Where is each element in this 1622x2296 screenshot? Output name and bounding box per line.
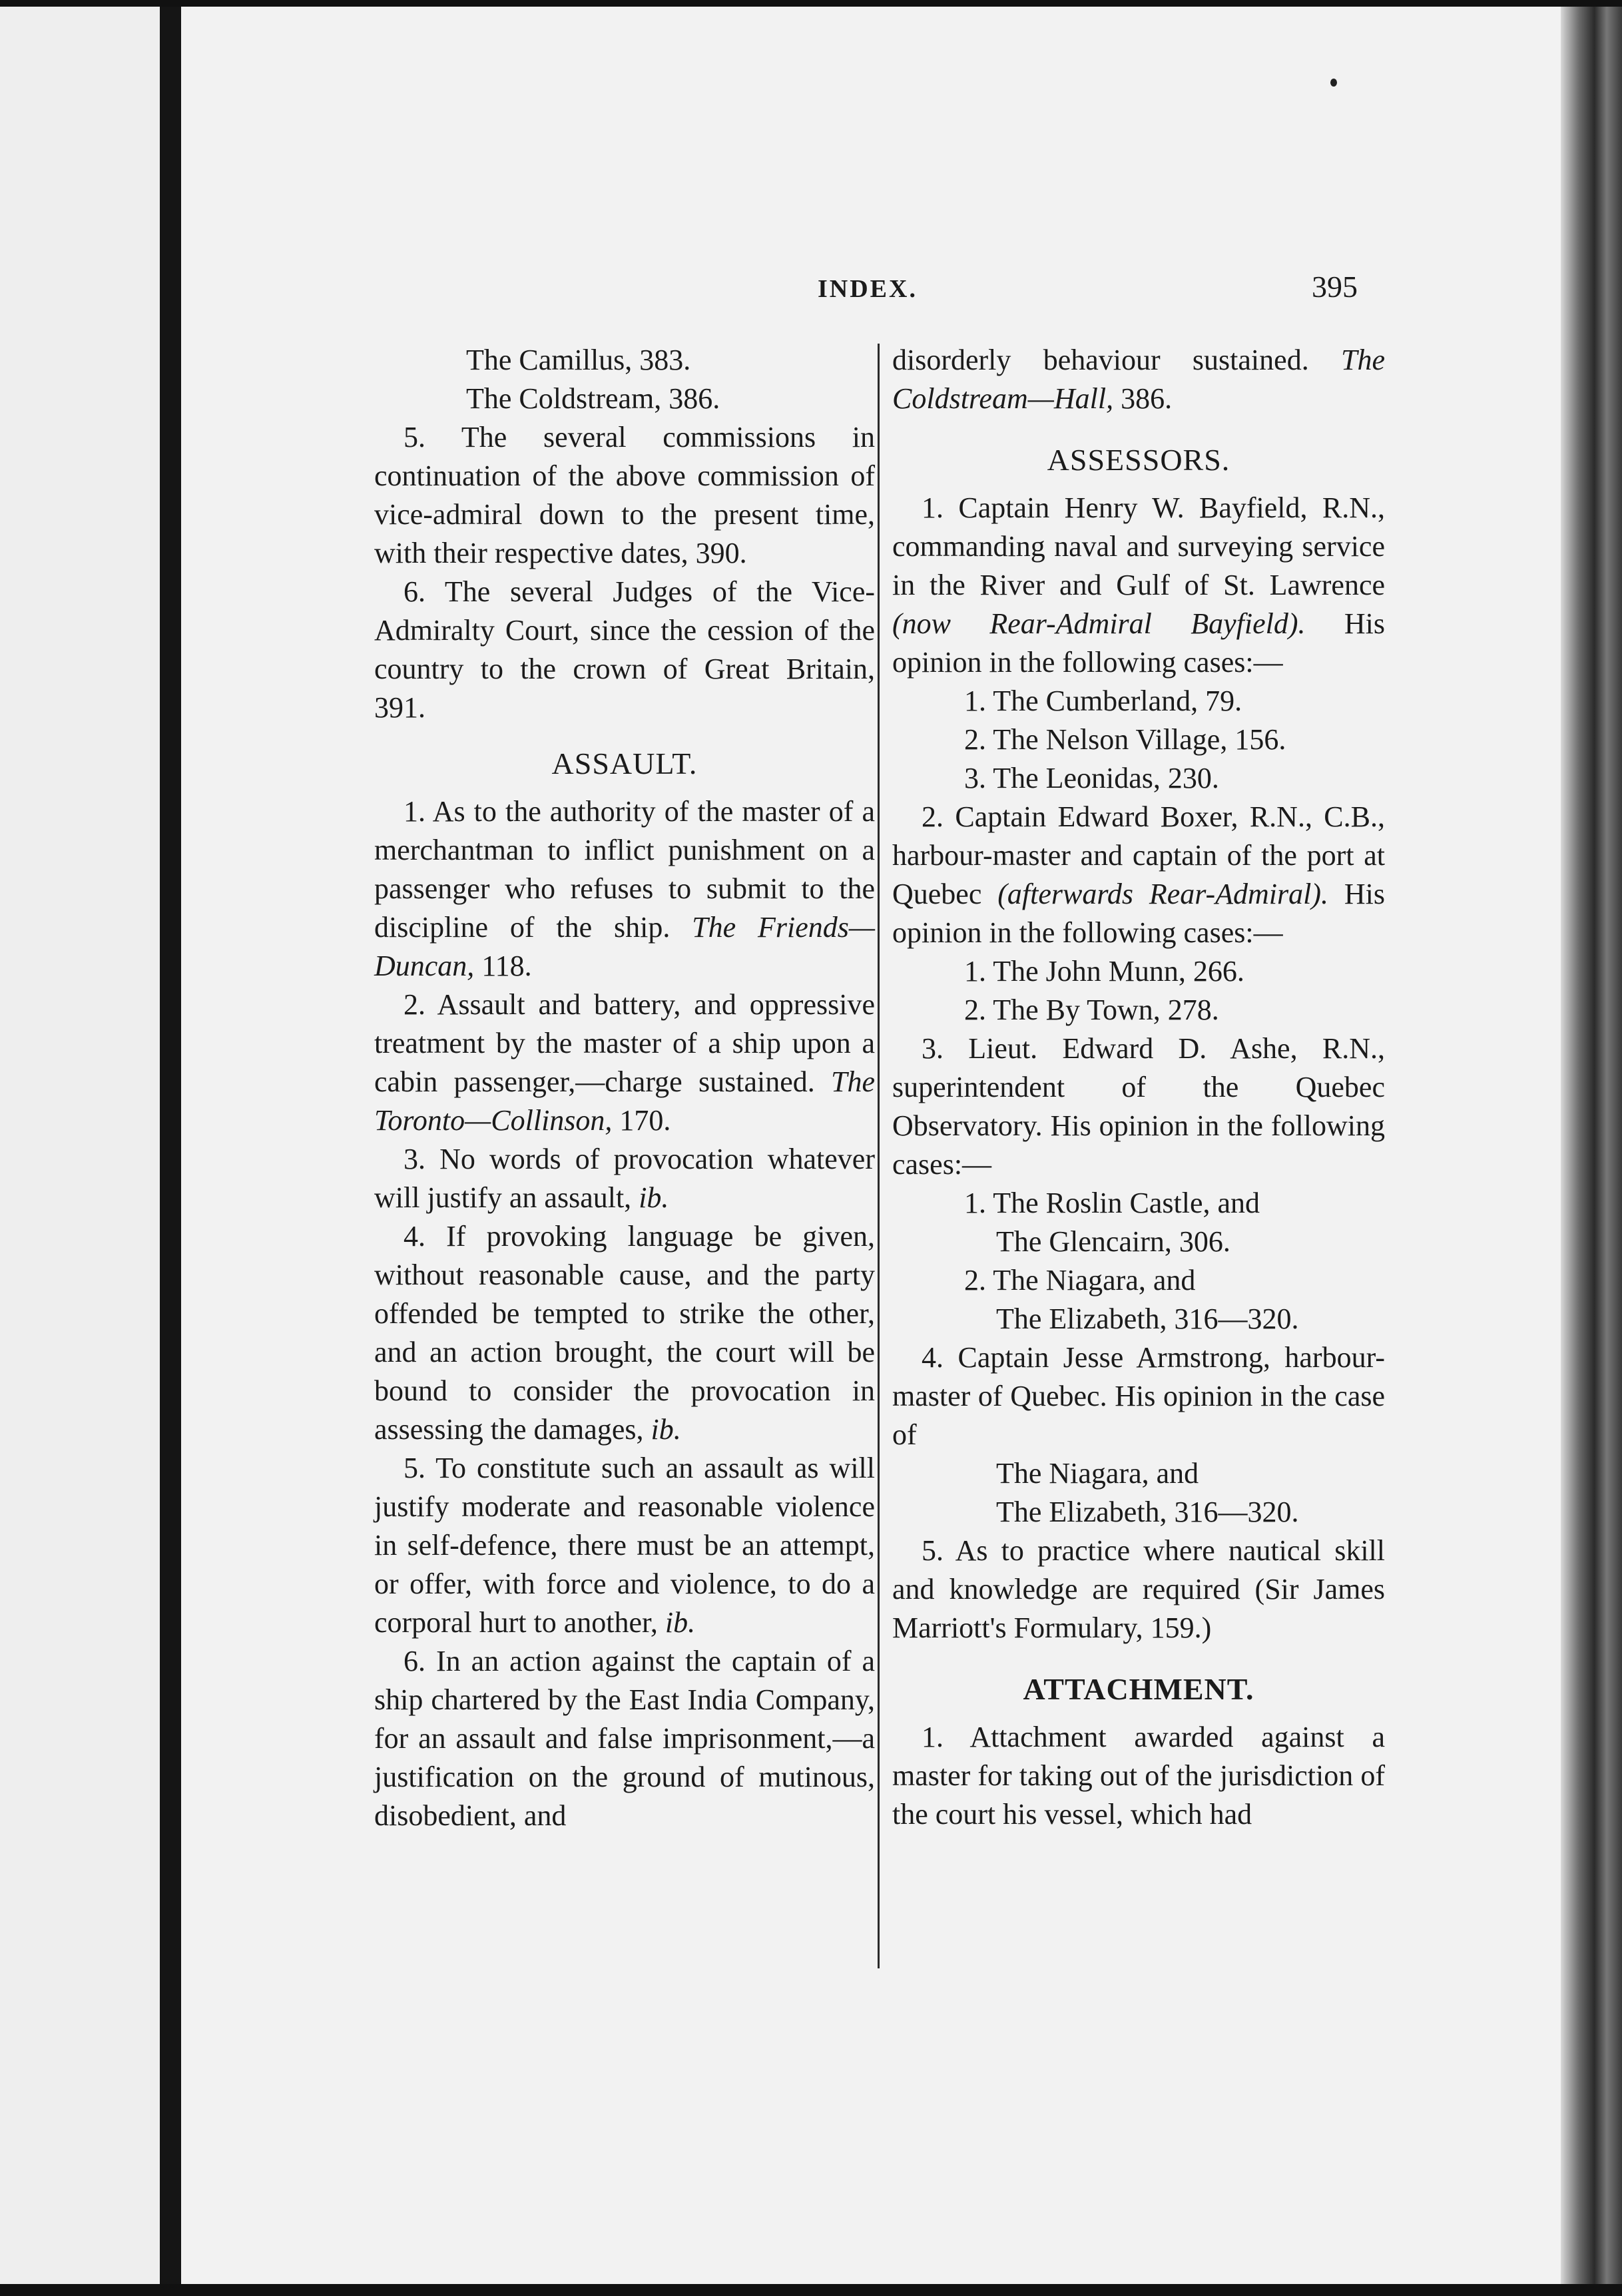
case-reference: The Glencairn, 306. [996,1225,1230,1258]
book-edge-right [1561,0,1622,2296]
index-entry [374,986,875,1140]
case-reference: 1. The Cumberland, 79. [964,685,1242,717]
index-entry [374,1217,875,1449]
case-reference: 1. The Roslin Castle, and [964,1187,1260,1219]
index-entry [892,489,1385,682]
case-reference: 1. The John Munn, 266. [964,955,1244,988]
scan-margin-left [0,0,183,2296]
index-entry [892,798,1385,952]
section-heading-assessors: ASSESSORS. [1047,443,1230,477]
citation-page: 386. [1113,382,1173,415]
scan-border-top [0,0,1622,7]
index-entry: 6. In an action against the captain of a ship chartered by the East India Company, for an assault and false imprisonment,—a justification on the ground of mutinous, disobedient, and [374,1645,875,1832]
right-column [892,341,1385,1834]
case-reference: The Elizabeth, 316—320. [996,1496,1299,1528]
entry-text: 2. Assault and battery, and oppressive treatment by the master of a ship upon a cabin passenger,—charge sustained. [374,988,875,1098]
left-column [374,341,875,1835]
index-entry: 4. Captain Jesse Armstrong, harbour-master of Quebec. His opinion in the case of [892,1341,1385,1451]
case-reference: The Coldstream, 386. [466,382,720,415]
entry-text: 5. To constitute such an assault as will justify moderate and reasonable violence in self-defence, there must be an attempt, or offer, with force and violence, to do a corporal hurt to another, [374,1452,875,1639]
case-reference: 3. The Leonidas, 230. [964,762,1219,794]
case-citation: The Toronto—Collinson, [374,1065,875,1137]
case-citation: ib. [639,1181,669,1214]
entry-text: 1. As to the authority of the master of a merchantman to inflict punishment on a passenger who refuses to submit to the discipline of the ship. [374,795,875,944]
citation-page: 118. [474,950,532,982]
entry-text: His opinion in the following cases:— [892,607,1385,679]
ink-speck [1330,79,1337,87]
case-reference: The Niagara, and [996,1457,1199,1490]
index-entry [374,792,875,986]
case-citation: ib. [665,1606,696,1639]
entry-text: 4. If provoking language be given, without reasonable cause, and the party offended be tempted to strike the other, and an action brought, the court will be bound to consider the provocation in assessing the damages, [374,1220,875,1446]
case-citation: The Friends—Duncan, [374,911,876,982]
entry-text: disorderly behaviour sustained. [892,344,1309,376]
entry-italic-note: (now Rear-Admiral Bayfield). [892,607,1306,640]
running-title: INDEX. [818,275,918,303]
index-entry: 6. The several Judges of the Vice-Admiralty Court, since the cession of the country to the crown of Great Britain, 391. [374,575,875,724]
section-heading-assault: ASSAULT. [551,746,698,780]
scan-border-bottom [0,2284,1622,2296]
column-divider [878,344,880,1968]
index-entry-continuation [892,341,1385,418]
case-reference: The Camillus, 383. [466,344,691,376]
case-reference: 2. The Nelson Village, 156. [964,723,1286,756]
case-reference: 2. The Niagara, and [964,1264,1196,1296]
index-entry [374,1449,875,1642]
entry-text: 1. Captain Henry W. Bayfield, R.N., commanding naval and surveying service in the River and Gulf of St. Lawrence [892,491,1385,601]
entry-text: 3. No words of provocation whatever will justify an assault, [374,1143,875,1214]
index-entry: 5. The several commissions in continuation of the above commission of vice-admiral down to the present time, with their respective dates, 390. [374,421,875,569]
book-binding-shadow [160,0,181,2296]
case-citation: The Coldstream—Hall, [892,344,1385,415]
case-reference: 2. The By Town, 278. [964,994,1219,1026]
index-entry [374,1140,875,1217]
case-citation: ib. [651,1413,681,1446]
index-entry: 3. Lieut. Edward D. Ashe, R.N., superintendent of the Quebec Observatory. His opinion in the following cases:— [892,1032,1385,1181]
page-number: 395 [1312,270,1358,304]
citation-page: 170. [612,1104,671,1137]
index-entry: 1. Attachment awarded against a master for taking out of the jurisdiction of the court his vessel, which had [892,1721,1385,1831]
index-entry: 5. As to practice where nautical skill and knowledge are required (Sir James Marriott's Formulary, 159.) [892,1534,1385,1644]
section-heading-attachment: ATTACHMENT. [1023,1672,1254,1706]
entry-text: His opinion in the following cases:— [892,878,1386,949]
case-reference: The Elizabeth, 316—320. [996,1302,1299,1335]
entry-italic-note: (afterwards Rear-Admiral). [997,878,1329,910]
entry-text: 2. Captain Edward Boxer, R.N., C.B., harbour-master and captain of the port at Quebec [892,800,1385,910]
